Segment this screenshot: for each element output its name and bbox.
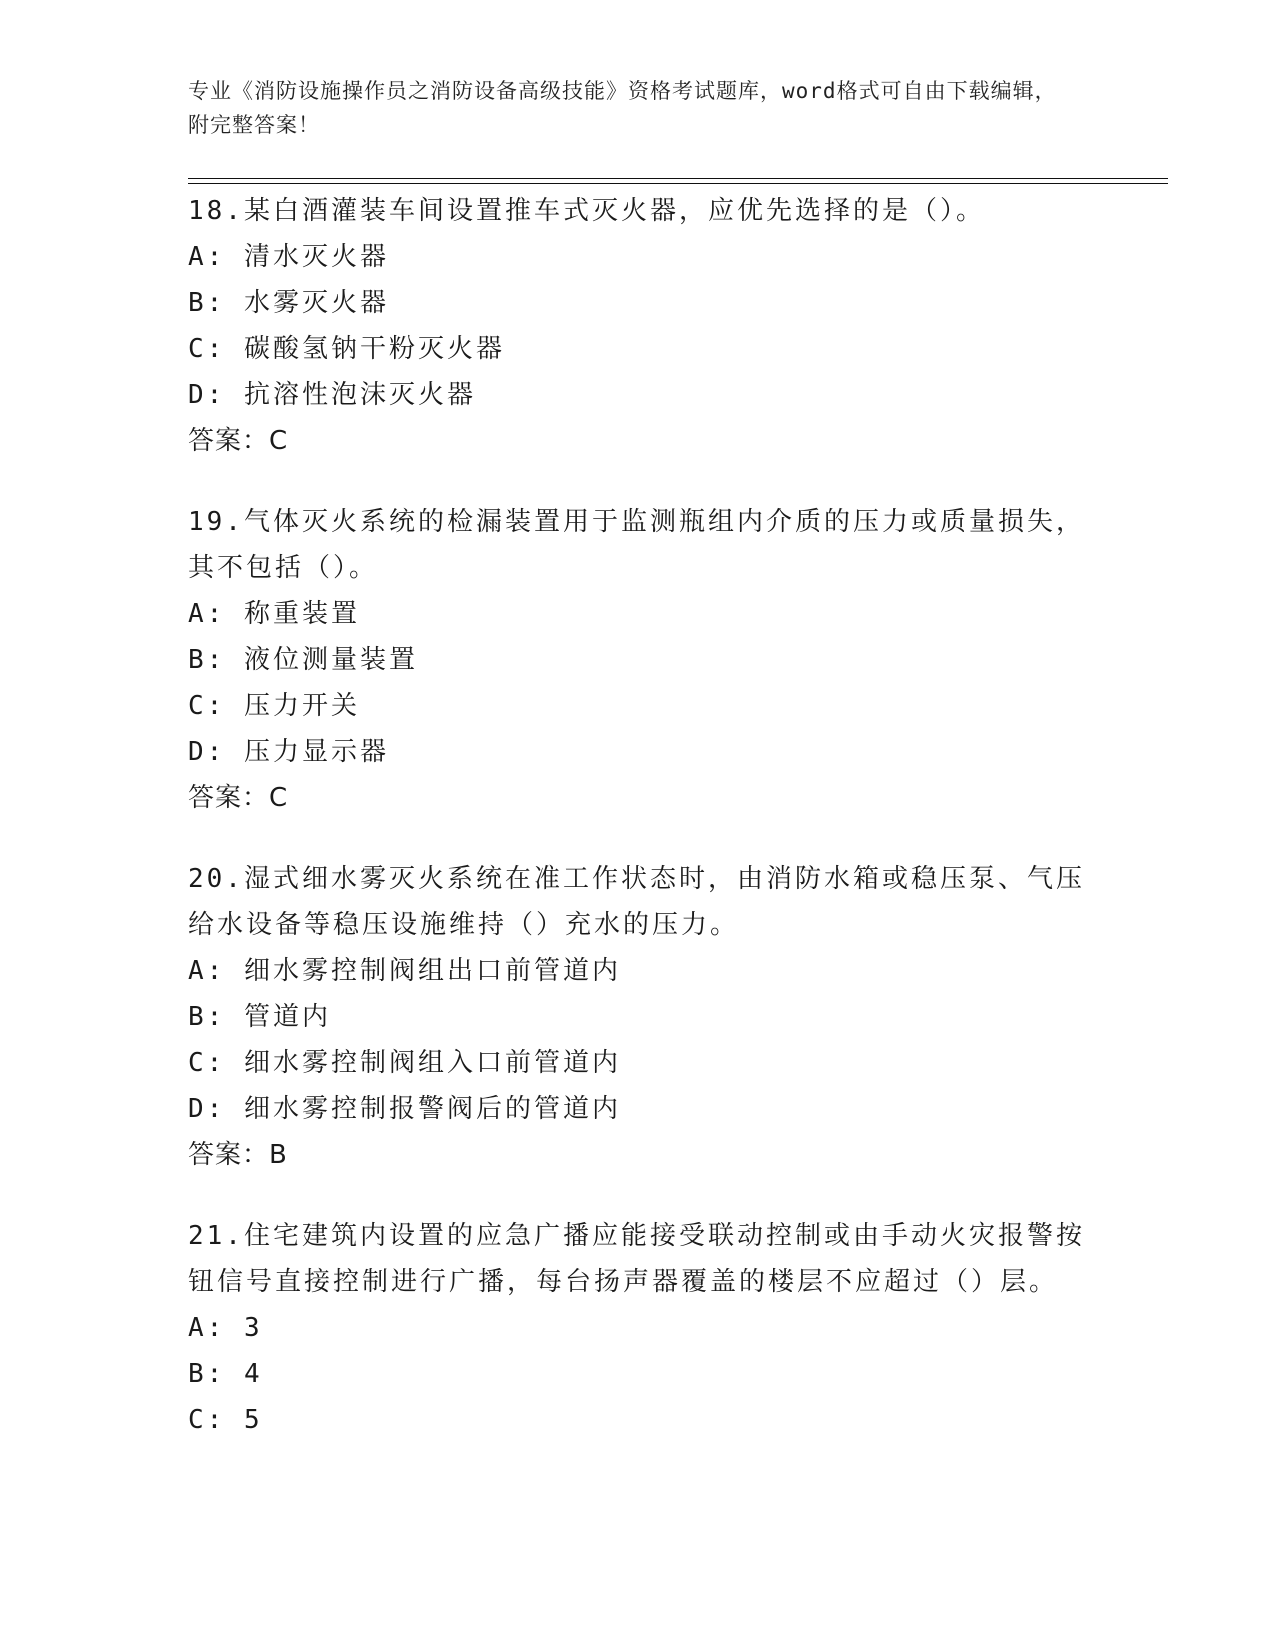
question-21 [188, 1213, 1088, 1443]
option-d: D: 细水雾控制报警阀后的管道内 [188, 1094, 621, 1124]
question-stem: 19.气体灭火系统的检漏装置用于监测瓶组内介质的压力或质量损失，其不包括（）。 [188, 507, 1085, 583]
question-list [188, 188, 1088, 1478]
option-b: B: 管道内 [188, 1002, 331, 1032]
option-d: D: 抗溶性泡沫灭火器 [188, 380, 476, 410]
option-a: A: 清水灭火器 [188, 242, 389, 272]
question-19 [188, 499, 1088, 821]
option-c: C: 压力开关 [188, 691, 360, 721]
option-b: B: 液位测量装置 [188, 645, 418, 675]
option-b: B: 4 [188, 1359, 263, 1389]
option-b: B: 水雾灭火器 [188, 288, 389, 318]
document-header: 专业《消防设施操作员之消防设备高级技能》资格考试题库，word格式可自由下载编辑，附完整答案！ [188, 79, 1057, 137]
option-c: C: 5 [188, 1405, 263, 1435]
header-divider-bottom [188, 183, 1168, 184]
option-c: C: 碳酸氢钠干粉灭火器 [188, 334, 505, 364]
question-stem: 20.湿式细水雾灭火系统在准工作状态时，由消防水箱或稳压泵、气压给水设备等稳压设施维持（）充水的压力。 [188, 864, 1085, 940]
question-18 [188, 188, 1088, 464]
option-a: A: 3 [188, 1313, 263, 1343]
question-stem: 21.住宅建筑内设置的应急广播应能接受联动控制或由手动火灾报警按钮信号直接控制进行广播，每台扬声器覆盖的楼层不应超过（）层。 [188, 1221, 1085, 1297]
question-20 [188, 856, 1088, 1178]
option-a: A: 细水雾控制阀组出口前管道内 [188, 956, 621, 986]
answer-line: 答案：C [188, 783, 289, 813]
option-c: C: 细水雾控制阀组入口前管道内 [188, 1048, 621, 1078]
answer-line: 答案：B [188, 1140, 288, 1170]
answer-line: 答案：C [188, 426, 289, 456]
header-divider-top [188, 178, 1168, 179]
option-d: D: 压力显示器 [188, 737, 389, 767]
question-stem: 18.某白酒灌装车间设置推车式灭火器，应优先选择的是（）。 [188, 196, 985, 226]
option-a: A: 称重装置 [188, 599, 360, 629]
